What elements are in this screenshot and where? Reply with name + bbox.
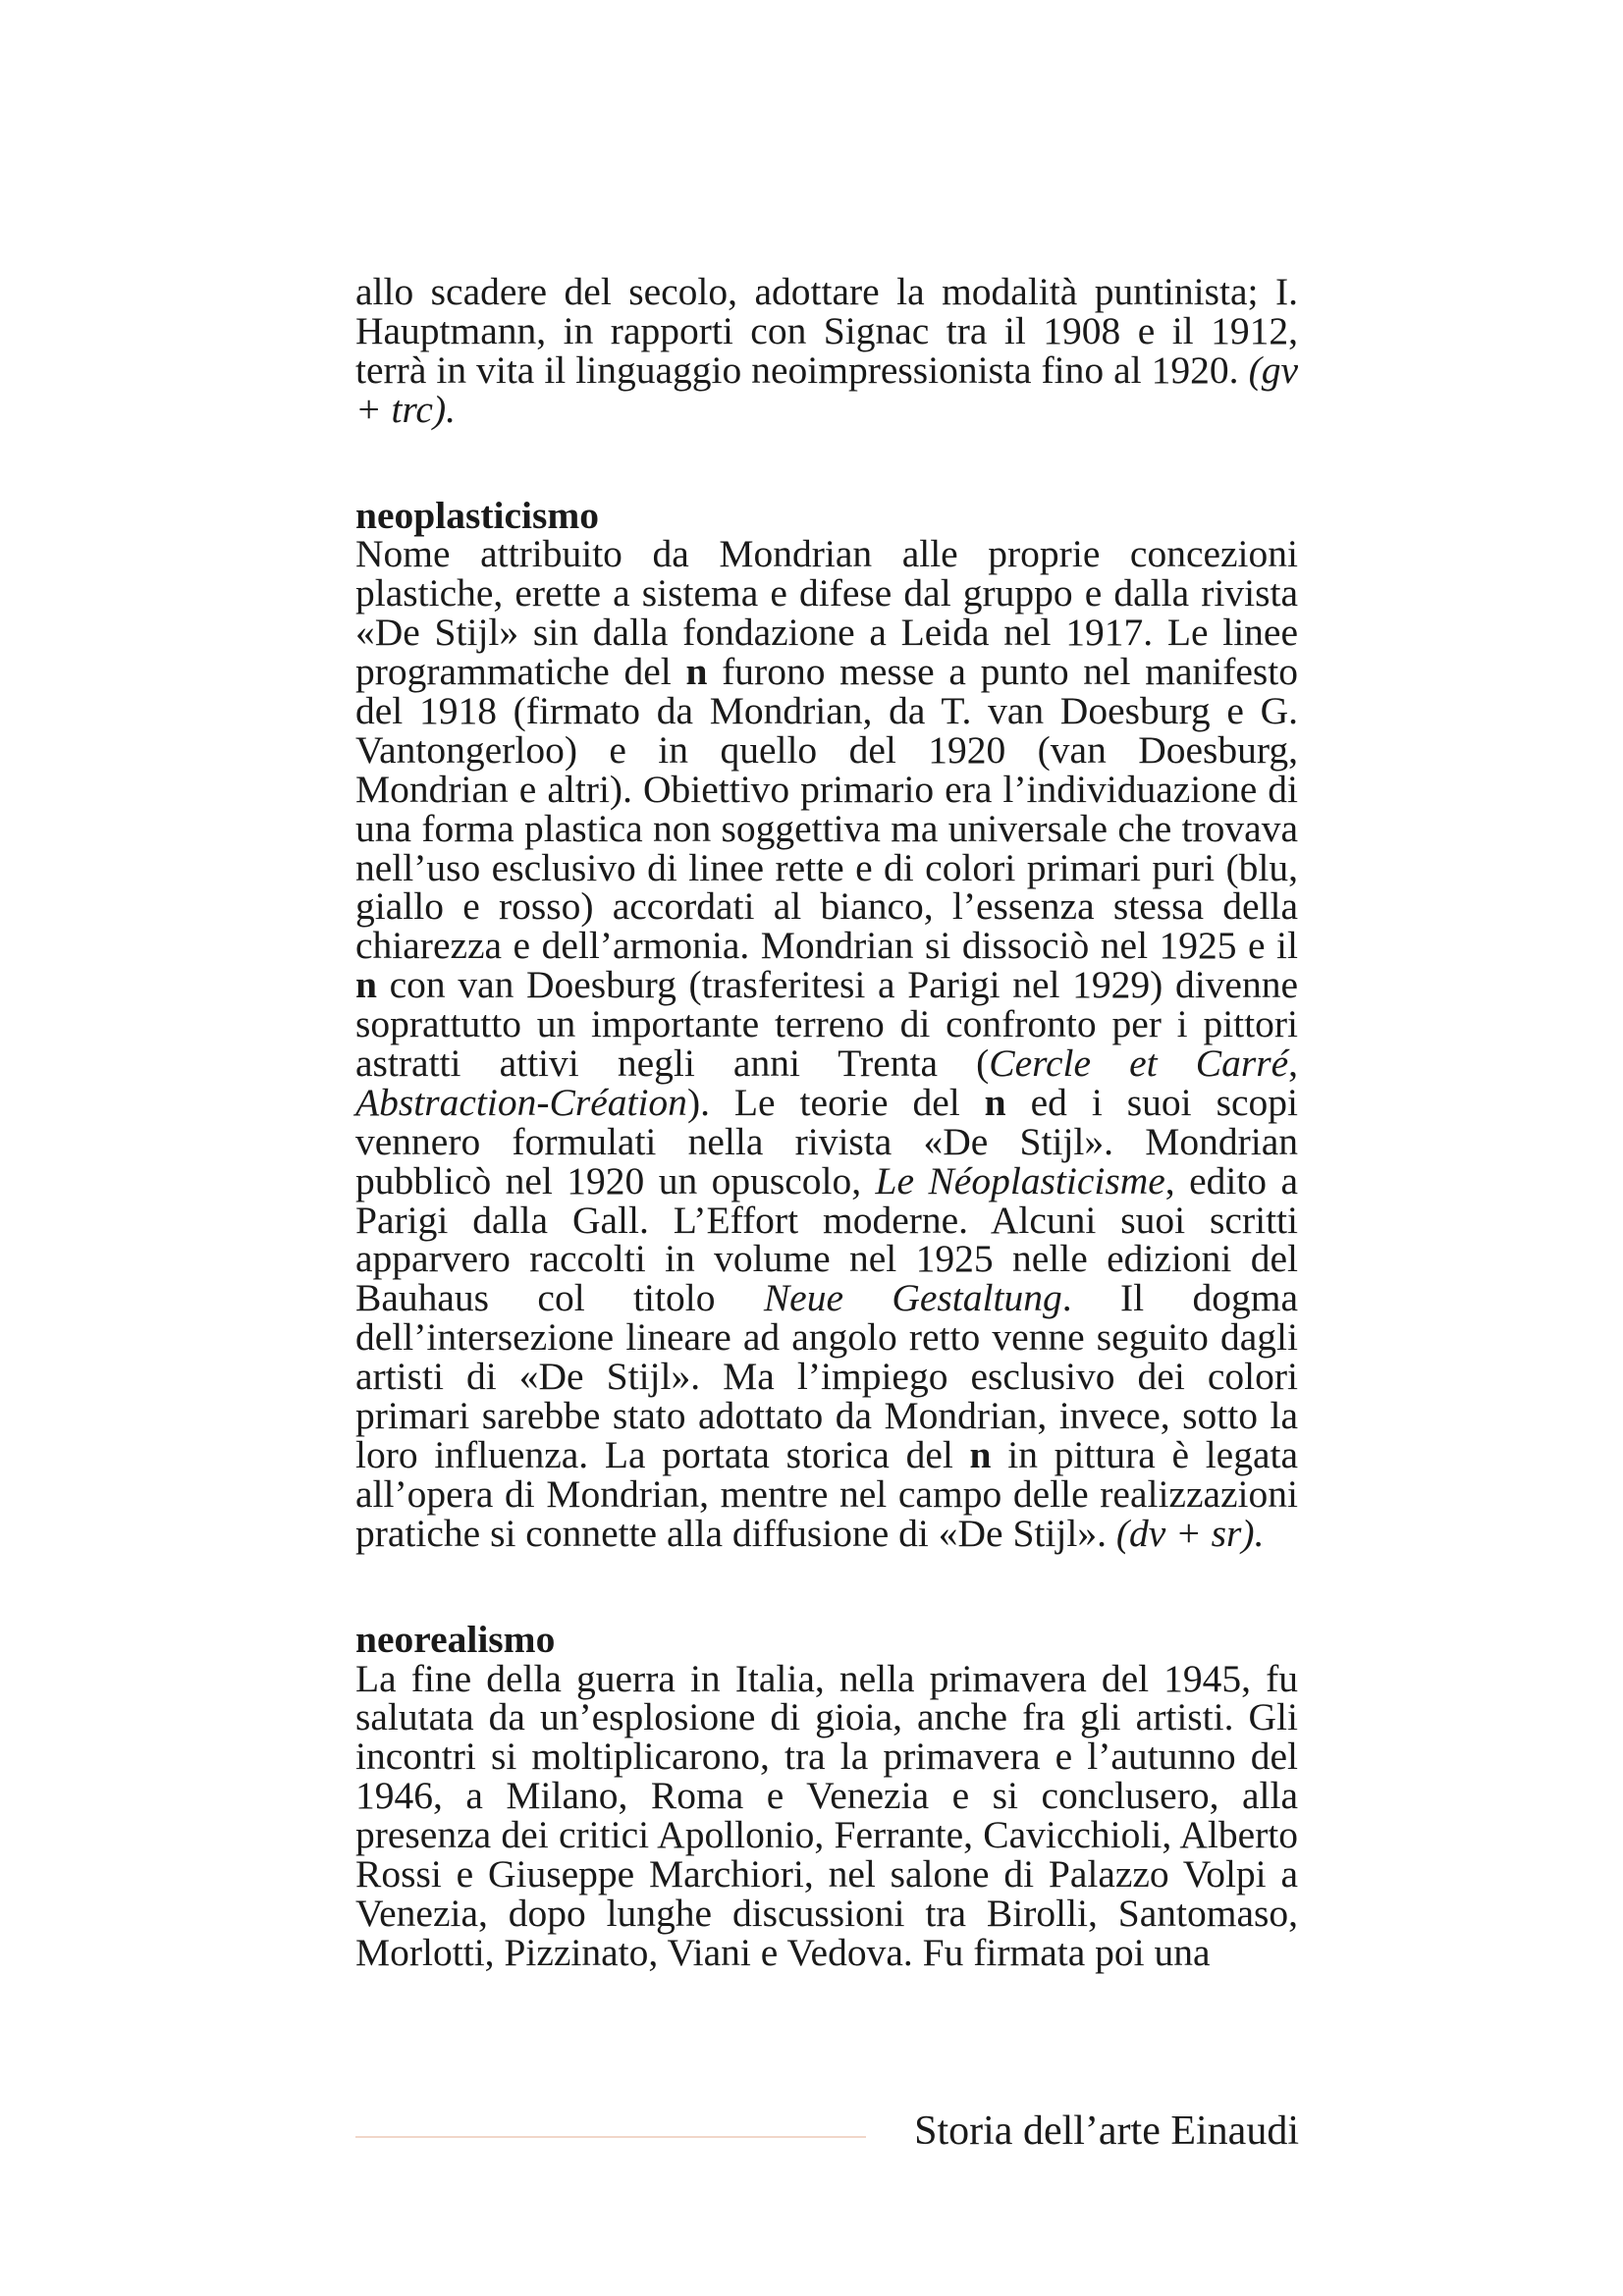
body-text: La fine della guerra in Italia, nella primavera del 1945, fu salutata da un’esplosione di gioia, anche fra gli artisti. Gli incontri si moltiplicarono, tra la primavera e l’autunno del 1946, a Milano, Roma e Venezia e si conclusero, alla presenza dei critici Apollonio, Ferrante, Cavicchioli, Alberto Rossi e Giuseppe Marchiori, nel salone di Palazzo Volpi a Venezia, dopo lunghe discussioni tra Birolli, Santomaso, Morlotti, Pizzinato, Viani e Vedova. Fu firmata poi una [355,1656,1298,1974]
entry-credit: (dv + sr). [1115,1511,1265,1555]
entry-neoplasticismo [355,493,1299,1555]
entry-body-neoplasticismo [355,532,1299,1555]
body-text: con van Doesburg (trasferitesi a Parigi nel 1929) divenne soprattutto un importante terreno di confronto per i pittori astratti attivi negli anni Trenta ( [355,963,1298,1086]
body-text: , edito a Parigi dalla Gall. L’Effort moderne. Alcuni suoi scritti apparvero raccolti in volume nel 1925 nelle edizioni del Bauhaus col titolo [355,1158,1298,1320]
abbrev-n: n [969,1432,992,1476]
body-text: furono messe a punto nel manifesto del 1918 (firmato da Mondrian, da T. van Doesburg e G. Vantongerloo) e in quello del 1920 (van Doesburg, Mondrian e altri). Obiettivo primario era l’individuazione di una forma plastica non soggettiva ma universale che trovava nell’uso esclusivo di linee rette e di colori primari puri (blu, giallo e rosso) accordati al bianco, l’essenza stessa della chiarezza e dell’armonia. Mondrian si dissociò nel 1925 e il [355,650,1298,968]
italic-title: Neue Gestaltung [763,1276,1062,1320]
abbrev-n: n [685,650,708,694]
entry-title-neoplasticismo: neoplasticismo [355,493,599,537]
body-text: Nome attribuito da Mondrian alle proprie concezioni plastiche, erette a sistema e difese dal gruppo e dalla rivista «De Stijl» sin dalla fondazione a Leida nel 1917. Le linee programmatiche del [355,532,1298,694]
footer-title: Storia dell’arte Einaudi [914,2109,1299,2154]
text-column [355,270,1299,2040]
body-text: . Il dogma dell’intersezione lineare ad angolo retto venne seguito dagli artisti di «De Stijl». Ma l’impiego esclusivo dei colori primari sarebbe stato adottato da Mondrian, invece, sotto la loro influenza. La portata storica del [355,1276,1299,1476]
intro-credit: (gv + trc). [355,347,1298,431]
body-text: in pittura è legata all’opera di Mondrian, mentre nel campo delle realizzazioni pratiche si connette alla diffusione di «De Stijl». [355,1432,1298,1555]
intro-text: allo scadere del secolo, adottare la modalità puntinista; I. Hauptmann, in rapporti con Signac tra il 1908 e il 1912, terrà in vita il linguaggio neoimpressionista fino al 1920. [355,270,1298,392]
footer-rule [355,2136,866,2138]
abbrev-n: n [355,963,377,1007]
body-text: ed i suoi scopi vennero formulati nella rivista «De Stijl». Mondrian pubblicò nel 1920 un opuscolo, [355,1080,1298,1202]
abbrev-n: n [984,1080,1006,1124]
italic-title: Le Néoplasticisme [875,1158,1165,1202]
italic-title: Cercle et Carré [989,1041,1289,1086]
entry-body-neorealismo [355,1656,1298,1974]
italic-title: Abstraction-Création [355,1080,687,1124]
entry-neorealismo [355,1617,1298,1974]
intro-paragraph [355,270,1298,431]
body-text: , [1288,1041,1298,1086]
body-text: ). Le teorie del [686,1080,985,1124]
entry-title-neorealismo: neorealismo [355,1617,556,1661]
